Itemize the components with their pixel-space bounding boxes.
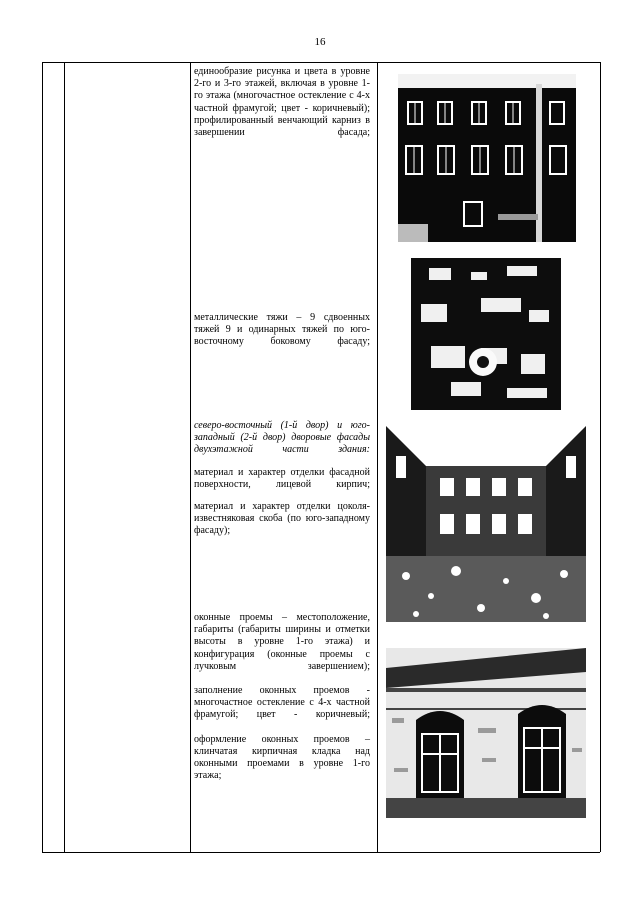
facade-photo xyxy=(398,74,576,242)
paragraph-surface: материал и характер отделки фасадной поверхности, лицевой кирпич; xyxy=(194,466,370,490)
paragraph-window-openings: оконные проемы – местоположение, габариты (габариты ширины и отметки высоты в уровне 1-го этажа) и конфигурация (оконные проемы с лучковым завершением); xyxy=(194,612,370,672)
page-number: 16 xyxy=(314,36,326,48)
courtyard-heading: северо-восточный (1-й двор) и юго-западный (2-й двор) дворовые фасады двухэтажной части здания: xyxy=(194,420,370,456)
text-block-2 xyxy=(194,312,370,349)
paragraph-window-decor: оформление оконных проемов – клинчатая кирпичная кладка над оконными проемами в уровне 1-го этажа; xyxy=(194,733,370,782)
paragraph-plinth: материал и характер отделки цоколя- известняковая скоба (по юго-западному фасаду); xyxy=(194,501,370,537)
paragraph-uniformity: единообразие рисунка и цвета в уровне 2-го и 3-го этажей, включая в уровне 1-го этажа (многочастное остекление с 4-х частной фрамугой; цвет - коричневый); xyxy=(194,66,370,114)
window-openings-photo xyxy=(386,648,586,818)
text-block-3 xyxy=(194,420,370,538)
paragraph-ties: металлические тяжи – 9 сдвоенных тяжей 9 и одинарных тяжей по юго-восточному боковому фасаду; xyxy=(194,312,370,348)
text-block-4 xyxy=(194,612,370,782)
metal-ties-photo xyxy=(411,258,561,410)
text-block-1 xyxy=(194,66,370,139)
courtyard-photo xyxy=(386,426,586,622)
paragraph-cornice: профилированный венчающий карниз в завершении фасада; xyxy=(194,114,370,139)
paragraph-window-filling: заполнение оконных проемов - многочастное остекление с 4-х частной фрамугой; цвет - коричневый; xyxy=(194,685,370,721)
